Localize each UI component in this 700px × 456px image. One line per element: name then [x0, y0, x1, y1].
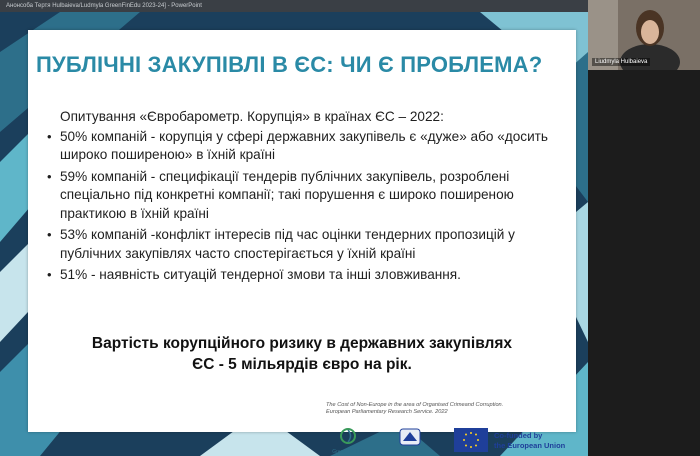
- slide-title: ПУБЛІЧНІ ЗАКУПІВЛІ В ЄС: ЧИ Є ПРОБЛЕМА?: [36, 52, 543, 77]
- partner-logos: [326, 426, 576, 456]
- window-title-bar: Анонсоба Тертя Hulbaieva/Ludmyla GreenFinEdu 2023-24] - PowerPoint: [0, 0, 588, 12]
- presentation-slide: [28, 30, 576, 455]
- survey-intro: Опитування «Євробарометр. Корупція» в країнах ЄС – 2022:: [60, 109, 444, 124]
- eu-funded-line1: Co-funded by: [494, 431, 543, 440]
- bullet-dot: •: [47, 128, 52, 144]
- bullet-dot: •: [47, 227, 52, 242]
- greenfinedu-logo: [332, 429, 364, 455]
- greenfinedu-label: GreenFinEDU: [332, 449, 364, 455]
- bullet-item: • 53% компаній -конфлікт інтересів під час оцінки тендерних пропозицій у публічних закупівлях часто спостерігається у їхній країні: [47, 227, 515, 261]
- bullet-list: [46, 128, 566, 285]
- bullet-dot: •: [47, 168, 52, 184]
- source-citation: The Cost of Non-Europe in the area of Organised Crimeand Corruption. European Parliamentary Research Service. 2022: [326, 402, 504, 415]
- eu-funded-line2: the European Union: [494, 441, 566, 450]
- bullet-item: • 50% компаній - корупція у сфері державних закупівель є «дуже» або «досить широко поширеною» в їхній країні: [47, 128, 548, 162]
- bullet-item: • 51% - наявність ситуацій тендерної змови та інші зловживання.: [46, 266, 566, 285]
- participant-name-label: Liudmyla Hulbaieva: [592, 58, 650, 66]
- corruption-cost-statement: Вартість корупційного ризику в державних закупівлях ЄС - 5 мільярдів євро на рік.: [91, 335, 513, 373]
- slide-body: [46, 108, 566, 288]
- bullet-dot: •: [47, 267, 52, 282]
- university-logo: [400, 429, 420, 445]
- eu-flag-icon: [454, 428, 488, 452]
- bullet-item: • 59% компаній - специфікації тендерів публічних закупівель, розроблені спеціально під конкретні компанії; такі порушення є широко поширеною практикою в їхній країні: [47, 168, 514, 221]
- webcam-video-tile[interactable]: [588, 0, 700, 70]
